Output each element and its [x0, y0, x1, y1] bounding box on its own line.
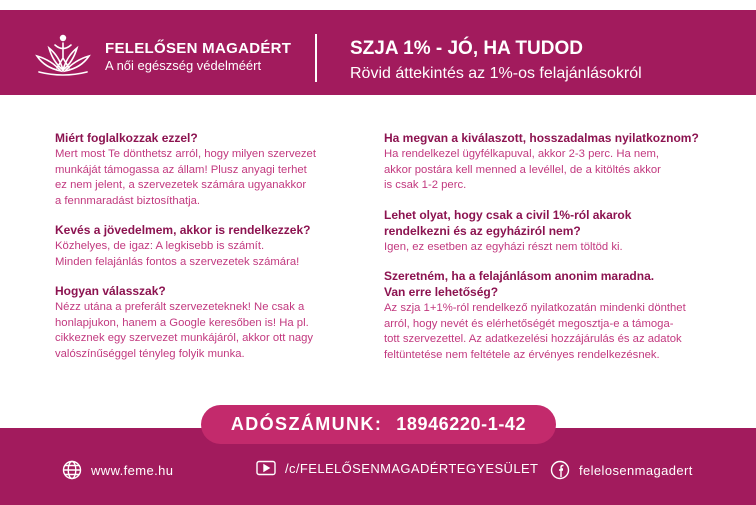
- faq-question: Ha megvan a kiválaszott, hosszadalmas nyilatkoznom?: [384, 131, 699, 145]
- faq-question: Hogyan válasszak?: [55, 284, 166, 298]
- globe-icon: [62, 460, 82, 480]
- faq-question: Lehet olyat, hogy csak a civil 1%-ról akarok rendelkezni és az egyháziról nem?: [384, 207, 632, 238]
- footer-youtube-link[interactable]: [256, 460, 538, 476]
- faq-item: [55, 130, 375, 209]
- faq-item: [55, 222, 375, 270]
- tax-number: 18946220-1-42: [396, 414, 527, 434]
- faq-item: [55, 283, 375, 362]
- header-divider: [315, 34, 317, 82]
- youtube-icon: [256, 460, 276, 476]
- faq-item: [384, 130, 724, 194]
- faq-answer: Közhelyes, de igaz: A legkisebb is számít. Minden felajánlás fontos a szervezetek számára!: [55, 240, 300, 268]
- faq-answer: Nézz utána a preferált szervezeteknek! Ne csak a honlapjukon, hanem a Google keresőben is! Ha pl. cikkeznek egy szervezet munkájáról, akkor ott nagy valószínűséggel tényleg folyik munka.: [55, 301, 314, 360]
- faq-answer: Ha rendelkezel ügyfélkapuval, akkor 2-3 perc. Ha nem, akkor postára kell menned a levéllel, de a kitöltés akkor is csak 1-2 perc.: [384, 148, 661, 191]
- faq-answer: Az szja 1+1%-ról rendelkező nyilatkozatán mindenki dönthet arról, hogy nevét és elérhetőségét megosztja-e a támoga- tott szervezettel. Az adatkezelési hozzájárulás és az adatok feltüntetése nem feltétele az érvényes rendelkezésnek.: [384, 302, 686, 361]
- tax-number-badge: [201, 405, 556, 444]
- tax-label: ADÓSZÁMUNK:: [230, 414, 383, 434]
- brand-name: FELELŐSEN MAGADÉRT: [105, 40, 292, 57]
- lotus-logo-icon: [33, 32, 93, 76]
- brand-tagline: A női egészség védelméért: [105, 58, 262, 73]
- header-banner: [0, 10, 756, 95]
- faq-item: [384, 207, 724, 256]
- footer-website-link[interactable]: [62, 460, 173, 480]
- website-text: www.feme.hu: [91, 462, 174, 478]
- faq-question: Szeretném, ha a felajánlásom anonim maradna. Van erre lehetőség?: [384, 269, 655, 299]
- facebook-text: felelosenmagadert: [579, 462, 693, 478]
- page-subtitle: Rövid áttekintés az 1%-os felajánlásokról: [350, 65, 642, 82]
- faq-left-column: [55, 130, 375, 375]
- faq-question: Kevés a jövedelmem, akkor is rendelkezzek?: [55, 223, 311, 237]
- faq-answer: Mert most Te dönthetsz arról, hogy milyen szervezet munkáját támogassa az állam! Plusz anyagi terhet ez nem jelent, a szervezetek számára ugyanakkor a fennmaradást biztosíthatja.: [55, 148, 316, 207]
- faq-question: Miért foglalkozzak ezzel?: [55, 131, 198, 145]
- youtube-text: /c/FELELŐSENMAGADÉRTEGYESÜLET: [285, 460, 539, 476]
- footer-facebook-link[interactable]: [550, 460, 693, 480]
- faq-item: [384, 268, 724, 363]
- faq-right-column: [384, 130, 724, 376]
- facebook-icon: [550, 460, 570, 480]
- page-title: SZJA 1% - JÓ, HA TUDOD: [350, 38, 583, 59]
- faq-answer: Igen, ez esetben az egyházi részt nem töltöd ki.: [384, 240, 623, 253]
